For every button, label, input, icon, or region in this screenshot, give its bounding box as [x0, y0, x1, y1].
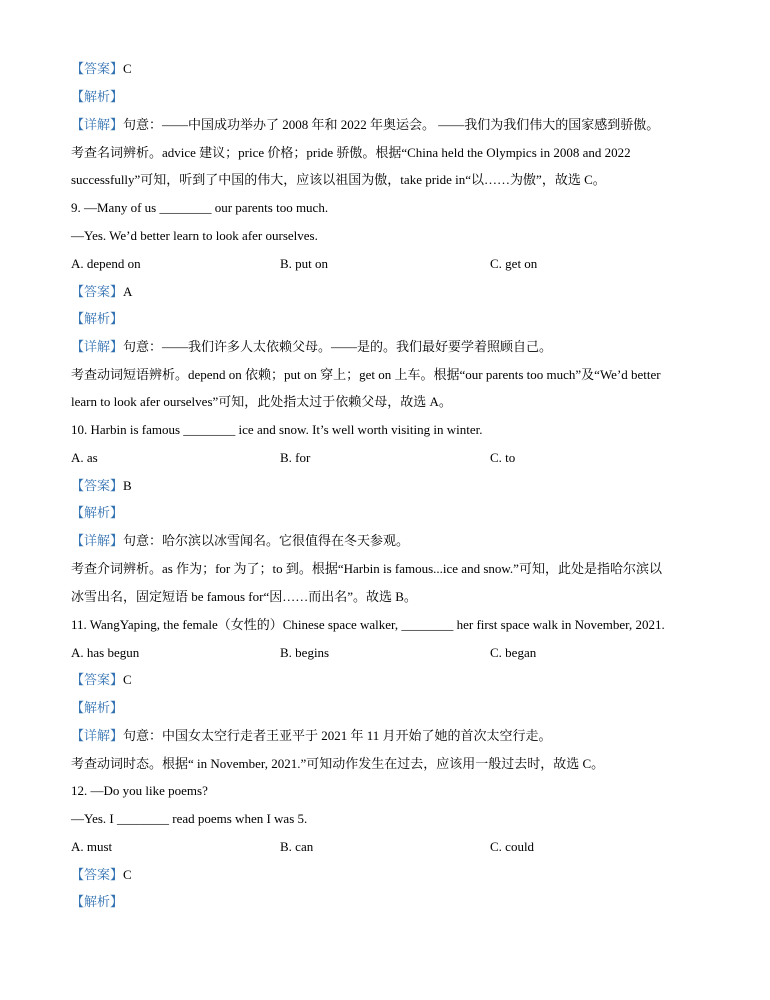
analysis-tag: 【解析】: [71, 700, 124, 715]
option-a: A. has begun: [71, 645, 140, 660]
option-b: B. begins: [280, 645, 330, 660]
detail-line: [71, 117, 659, 133]
explain-line: 考查介词辨析。as 作为；for 为了；to 到。根据“Harbin is famous...ice and snow.”可知，此处是指哈尔滨以: [71, 561, 662, 576]
detail-line: [71, 533, 409, 549]
answer-tag: 【答案】: [71, 284, 124, 299]
explain-line: 考查动词时态。根据“ in November, 2021.”可知动作发生在过去，应该用一般过去时，故选 C。: [71, 756, 605, 771]
explain-line: learn to look afer ourselves”可知，此处指太过于依赖父母，故选 A。: [71, 394, 452, 409]
detail-text: 句意：中国女太空行走者王亚平于 2021 年 11 月开始了她的首次太空行走。: [123, 728, 552, 743]
answer-tag: 【答案】: [71, 867, 124, 882]
answer-line: [71, 61, 132, 77]
answer-value: C: [123, 867, 132, 882]
question-stem: —Yes. We’d better learn to look afer ourselves.: [71, 228, 318, 243]
answer-tag: 【答案】: [71, 672, 124, 687]
detail-text: 句意：——中国成功举办了 2008 年和 2022 年奥运会。 ——我们为我们伟大的国家感到骄傲。: [123, 117, 660, 132]
question-stem: 10. Harbin is famous ________ ice and snow. It’s well worth visiting in winter.: [71, 422, 483, 437]
analysis-tag: 【解析】: [71, 89, 124, 104]
detail-tag: 【详解】: [71, 117, 124, 132]
detail-tag: 【详解】: [71, 339, 124, 354]
answer-tag: 【答案】: [71, 61, 124, 76]
detail-tag: 【详解】: [71, 728, 124, 743]
answer-tag: 【答案】: [71, 478, 124, 493]
answer-line: [71, 284, 132, 300]
detail-line: [71, 339, 552, 355]
answer-value: B: [123, 478, 132, 493]
option-a: A. as: [71, 450, 98, 465]
option-c: C. to: [490, 450, 516, 465]
answer-line: [71, 478, 132, 494]
explain-line: 考查名词辨析。advice 建议；price 价格；pride 骄傲。根据“China held the Olympics in 2008 and 2022: [71, 145, 631, 160]
detail-text: 句意：哈尔滨以冰雪闻名。它很值得在冬天参观。: [123, 533, 410, 548]
option-a: A. must: [71, 839, 113, 854]
option-c: C. began: [490, 645, 537, 660]
explain-line: 考查动词短语辨析。depend on 依赖；put on 穿上；get on 上车。根据“our parents too much”及“We’d better: [71, 367, 661, 382]
answer-line: [71, 867, 132, 883]
detail-line: [71, 728, 552, 744]
question-stem: 12. —Do you like poems?: [71, 783, 208, 798]
answer-value: C: [123, 61, 132, 76]
option-c: C. could: [490, 839, 535, 854]
explain-line: successfully”可知，听到了中国的伟大，应该以祖国为傲，take pride in“以……为傲”，故选 C。: [71, 172, 606, 187]
analysis-tag: 【解析】: [71, 311, 124, 326]
detail-text: 句意：——我们许多人太依赖父母。——是的。我们最好要学着照顾自己。: [123, 339, 553, 354]
answer-value: C: [123, 672, 132, 687]
question-stem: 9. —Many of us ________ our parents too much.: [71, 200, 329, 215]
detail-tag: 【详解】: [71, 533, 124, 548]
option-b: B. can: [280, 839, 314, 854]
option-b: B. put on: [280, 256, 329, 271]
option-b: B. for: [280, 450, 311, 465]
explain-line: 冰雪出名，固定短语 be famous for“因……而出名”。故选 B。: [71, 589, 417, 604]
question-stem: 11. WangYaping, the female（女性的）Chinese space walker, ________ her first space walk in November, 2021.: [71, 617, 665, 632]
analysis-tag: 【解析】: [71, 894, 124, 909]
analysis-tag: 【解析】: [71, 505, 124, 520]
option-c: C. get on: [490, 256, 538, 271]
answer-value: A: [123, 284, 133, 299]
question-stem: —Yes. I ________ read poems when I was 5.: [71, 811, 308, 826]
answer-line: [71, 672, 132, 688]
option-a: A. depend on: [71, 256, 141, 271]
